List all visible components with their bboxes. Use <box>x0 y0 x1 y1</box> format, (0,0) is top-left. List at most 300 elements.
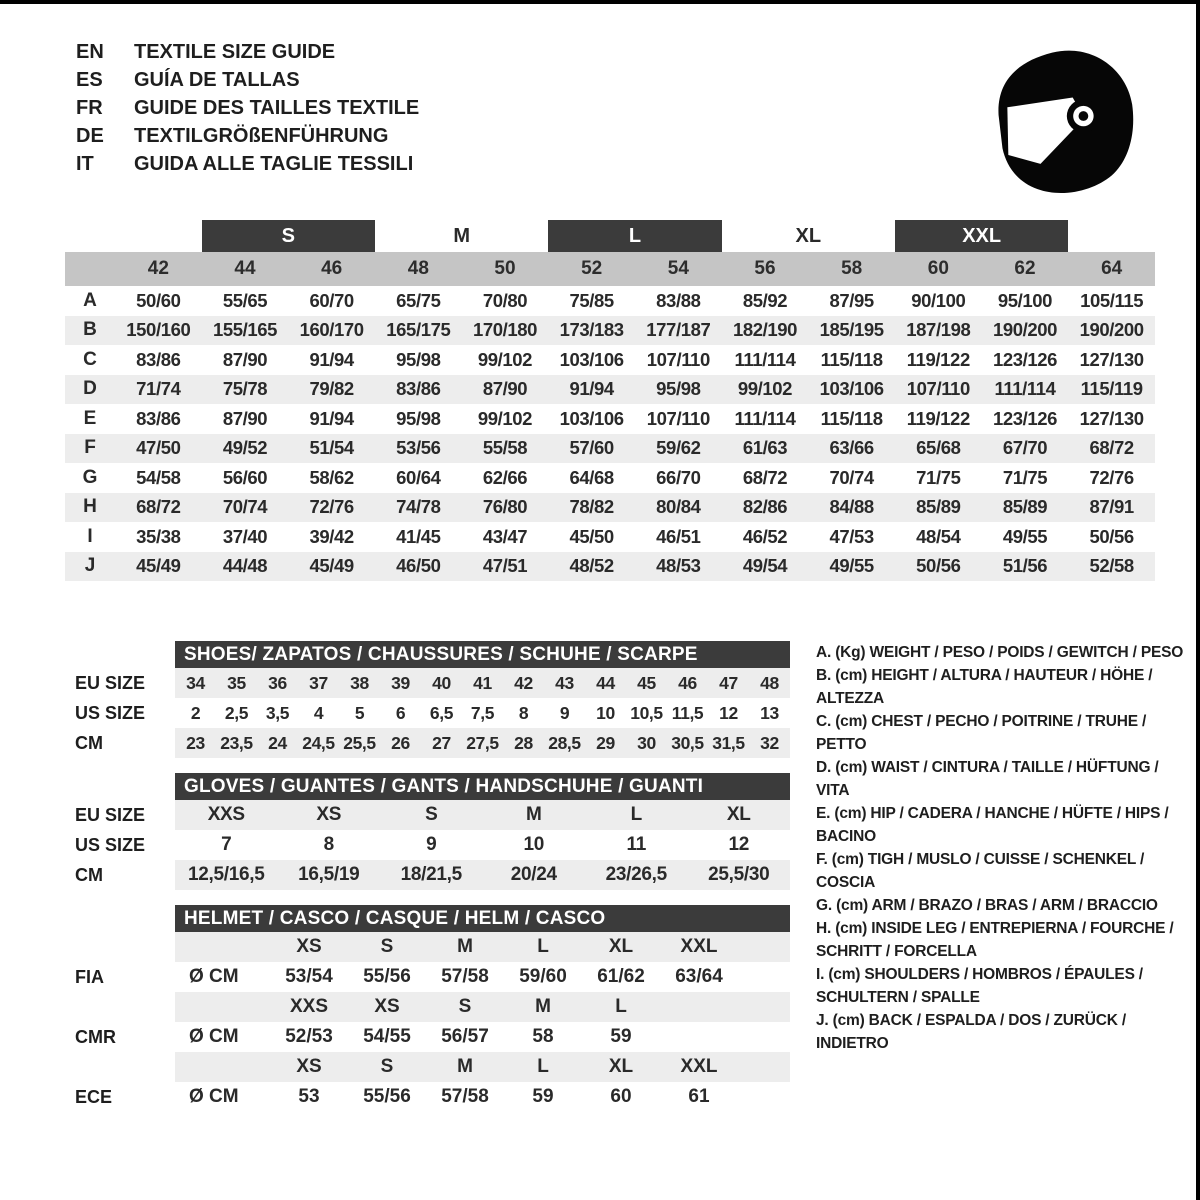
helmet-size-value-cell: 56/57 <box>441 1026 489 1047</box>
size-value-cell: 70/74 <box>829 466 874 488</box>
helmet-size-value-cell: 54/55 <box>363 1026 411 1047</box>
size-value-cell: 74/78 <box>396 496 441 518</box>
shoe-size-cell: 27,5 <box>466 732 499 753</box>
size-value-cell: 43/47 <box>482 525 528 547</box>
shoe-size-cell: 12 <box>719 702 738 723</box>
shoe-size-cell: 9 <box>559 702 570 723</box>
helmet-size-header-cell: XS <box>296 936 322 957</box>
size-value-cell: 85/89 <box>916 496 961 518</box>
size-value-cell: 52/58 <box>1089 555 1134 577</box>
helmet-size-header-cell: S <box>380 1056 394 1077</box>
gloves-rows <box>65 800 790 890</box>
size-value-cell: 87/90 <box>222 407 268 429</box>
legend-item: D. (cm) WAIST / CINTURA / TAILLE / HÜFTUNG / VITA <box>816 759 1159 799</box>
size-value-cell: 107/110 <box>646 407 710 429</box>
size-group-l: L <box>548 220 721 252</box>
row-label-spacer <box>65 992 175 1022</box>
size-value-cell: 50/60 <box>136 289 181 311</box>
size-value-cell: 63/66 <box>829 437 874 459</box>
size-value-cell: 115/118 <box>820 348 883 370</box>
size-value-cell: 91/94 <box>309 407 354 429</box>
helmet-rows <box>65 932 790 1112</box>
table-row-c <box>65 345 1155 375</box>
size-value-cell: 103/106 <box>559 348 624 370</box>
size-group-xl: XL <box>795 224 822 247</box>
row-label: EU SIZE <box>75 672 146 693</box>
size-value-cell: 55/65 <box>222 289 268 311</box>
helmet-size-header-cell <box>660 992 738 1022</box>
shoe-size-cell: 13 <box>760 702 779 723</box>
shoe-size-cell: 31,5 <box>712 732 745 753</box>
size-value-cell: 91/94 <box>309 348 354 370</box>
measurement-legend <box>790 641 1185 1127</box>
row-letter: H <box>83 496 97 518</box>
size-value-cell: 41/45 <box>396 525 441 547</box>
helmet-size-header-cell: L <box>537 936 549 957</box>
size-value-cell: 72/76 <box>1089 466 1134 488</box>
language-title: GUIDA ALLE TAGLIE TESSILI <box>134 153 414 175</box>
size-value-cell: 50/56 <box>916 555 961 577</box>
row-letter: B <box>83 319 97 341</box>
row-letter: C <box>83 348 97 370</box>
shoe-size-cell: 2 <box>190 702 201 723</box>
helmet-sizes-row-fia <box>65 932 790 962</box>
size-value-cell: 155/165 <box>212 319 278 341</box>
shoe-size-cell: 28,5 <box>548 732 581 753</box>
row-letter: J <box>84 555 96 577</box>
size-value-cell: 45/49 <box>136 555 181 577</box>
row-values-band <box>175 668 790 698</box>
language-title: GUÍA DE TALLAS <box>134 69 300 91</box>
helmet-size-header-cell: M <box>535 996 551 1017</box>
helmet-size-header-cell: L <box>615 996 627 1017</box>
helmet-size-value-cell: 61 <box>688 1086 710 1107</box>
helmet-sizes-band <box>175 1052 790 1082</box>
size-value-cell: 87/90 <box>482 378 528 400</box>
glove-size-cell: 7 <box>221 834 232 855</box>
size-value-cell: 111/114 <box>994 378 1056 400</box>
size-value-cell: 35/38 <box>136 525 181 547</box>
size-value-cell: 51/56 <box>1002 555 1048 577</box>
size-value-cell: 170/180 <box>472 319 538 341</box>
accessory-tables <box>65 641 790 1127</box>
size-value-cell: 173/183 <box>559 319 624 341</box>
helmet-size-header-cell: XXS <box>289 996 329 1017</box>
size-value-cell: 127/130 <box>1079 407 1144 429</box>
glove-size-cell: XXS <box>207 804 245 825</box>
helmet-title: HELMET / CASCO / CASQUE / HELM / CASCO <box>175 905 790 932</box>
language-code: EN <box>76 41 104 63</box>
size-value-cell: 45/50 <box>569 525 614 547</box>
size-value-cell: 45/49 <box>309 555 354 577</box>
number-band-spacer <box>65 252 115 286</box>
shoes-table <box>65 641 790 758</box>
size-value-cell: 177/187 <box>646 319 711 341</box>
language-code: DE <box>76 125 104 147</box>
glove-size-cell: M <box>525 804 542 825</box>
size-column-header: 42 <box>147 258 169 279</box>
textile-size-table <box>65 220 1155 581</box>
glove-size-cell: 9 <box>426 834 437 855</box>
size-value-cell: 95/98 <box>396 407 441 429</box>
helmet-size-value-cell: 55/56 <box>363 966 411 987</box>
helmet-size-value-cell: 59/60 <box>519 966 567 987</box>
size-value-cell: 49/54 <box>742 555 788 577</box>
size-value-cell: 55/58 <box>482 437 528 459</box>
size-value-cell: 70/80 <box>482 289 528 311</box>
glove-size-cell: 10 <box>523 834 545 855</box>
size-value-cell: 56/60 <box>222 466 268 488</box>
helmet-size-value-cell: 57/58 <box>441 1086 489 1107</box>
row-values-band <box>175 860 790 890</box>
helmet-size-value-cell: 55/56 <box>363 1086 411 1107</box>
size-value-cell: 150/160 <box>126 319 191 341</box>
helmet-sizes-band <box>175 992 790 1022</box>
size-value-cell: 76/80 <box>482 496 528 518</box>
legend-item: A. (Kg) WEIGHT / PESO / POIDS / GEWITCH / PESO <box>816 644 1184 661</box>
row-letter: A <box>83 289 97 311</box>
size-value-cell: 48/52 <box>569 555 614 577</box>
size-value-cell: 46/50 <box>396 555 441 577</box>
row-values-band <box>175 830 790 860</box>
size-column-header: 64 <box>1101 258 1123 279</box>
size-value-cell: 123/126 <box>992 348 1058 370</box>
language-title: TEXTILGRÖßENFÜHRUNG <box>134 125 389 147</box>
size-value-cell: 103/106 <box>819 378 884 400</box>
size-value-cell: 57/60 <box>569 437 614 459</box>
size-value-cell: 47/50 <box>136 437 181 459</box>
row-label: EU SIZE <box>75 804 146 825</box>
helmet-size-header-cell: XXL <box>680 936 718 957</box>
size-value-cell: 111/114 <box>734 348 796 370</box>
table-row-b <box>65 316 1155 346</box>
size-value-cell: 46/52 <box>742 525 788 547</box>
language-code: IT <box>76 153 94 175</box>
helmet-size-header-cell: M <box>457 1056 473 1077</box>
size-column-header: 50 <box>494 258 516 279</box>
helmet-values-band <box>175 1082 790 1112</box>
size-value-cell: 87/91 <box>1089 496 1134 518</box>
size-value-cell: 190/200 <box>1079 319 1144 341</box>
textile-size-rows <box>65 286 1155 581</box>
unit-label: Ø CM <box>189 1026 239 1047</box>
size-value-cell: 48/53 <box>656 555 701 577</box>
size-value-cell: 49/55 <box>829 555 874 577</box>
size-value-cell: 66/70 <box>656 466 701 488</box>
helmet-size-header-cell: S <box>458 996 472 1017</box>
glove-size-cell: XL <box>726 804 751 825</box>
size-value-cell: 187/198 <box>906 319 971 341</box>
size-value-cell: 107/110 <box>906 378 970 400</box>
glove-size-cell: 18/21,5 <box>400 864 462 885</box>
size-column-header: 60 <box>927 258 949 279</box>
standard-label: ECE <box>75 1086 113 1107</box>
size-value-cell: 48/54 <box>916 525 961 547</box>
shoe-size-cell: 28 <box>514 732 533 753</box>
legend-item: E. (cm) HIP / CADERA / HANCHE / HÜFTE / HIPS / BACINO <box>816 805 1169 845</box>
glove-size-cell: L <box>630 804 642 825</box>
size-value-cell: 87/95 <box>829 289 874 311</box>
row-letter: E <box>83 407 97 429</box>
row-label: US SIZE <box>75 702 146 723</box>
row-label-spacer <box>65 932 175 962</box>
table-row-f <box>65 434 1155 464</box>
table-row-h <box>65 493 1155 523</box>
size-value-cell: 103/106 <box>559 407 624 429</box>
size-value-cell: 123/126 <box>992 407 1058 429</box>
shoe-size-cell: 39 <box>391 672 410 693</box>
size-value-cell: 182/190 <box>732 319 798 341</box>
shoe-size-cell: 23,5 <box>220 732 253 753</box>
size-column-header: 58 <box>841 258 863 279</box>
helmet-values-band <box>175 1022 790 1052</box>
glove-size-cell: 23/26,5 <box>605 864 667 885</box>
shoe-size-cell: 46 <box>678 672 697 693</box>
size-value-cell: 127/130 <box>1079 348 1144 370</box>
row-label: US SIZE <box>75 834 146 855</box>
legend-item: J. (cm) BACK / ESPALDA / DOS / ZURÜCK / INDIETRO <box>816 1012 1126 1052</box>
unit-spacer <box>175 1052 270 1082</box>
row-letter: D <box>83 378 97 400</box>
size-value-cell: 99/102 <box>477 407 533 429</box>
helmet-icon <box>980 40 1140 196</box>
size-value-cell: 46/51 <box>656 525 701 547</box>
size-column-header: 44 <box>234 258 256 279</box>
table-row-g <box>65 463 1155 493</box>
size-value-cell: 68/72 <box>1089 437 1134 459</box>
legend-item: F. (cm) TIGH / MUSLO / CUISSE / SCHENKEL / COSCIA <box>816 851 1145 891</box>
helmet-size-value-cell: 52/53 <box>285 1026 333 1047</box>
helmet-size-value-cell: 59 <box>532 1086 554 1107</box>
size-value-cell: 190/200 <box>992 319 1058 341</box>
row-letter: F <box>84 437 96 459</box>
size-value-cell: 119/122 <box>906 407 970 429</box>
size-value-cell: 107/110 <box>646 348 710 370</box>
standard-label: FIA <box>75 966 104 987</box>
size-row-us-size <box>65 698 790 728</box>
size-value-cell: 87/90 <box>222 348 268 370</box>
helmet-size-value-cell: 58 <box>532 1026 554 1047</box>
row-letter: G <box>82 466 98 488</box>
size-value-cell: 105/115 <box>1080 289 1144 311</box>
shoe-size-cell: 41 <box>473 672 492 693</box>
size-number-band <box>65 252 1155 286</box>
size-value-cell: 95/100 <box>997 289 1053 311</box>
row-label-spacer <box>65 1052 175 1082</box>
size-value-cell: 95/98 <box>396 348 441 370</box>
size-row-eu-size <box>65 668 790 698</box>
shoe-size-cell: 29 <box>596 732 615 753</box>
shoe-size-cell: 24,5 <box>302 732 335 753</box>
size-value-cell: 85/92 <box>742 289 788 311</box>
size-value-cell: 61/63 <box>742 437 788 459</box>
row-values-band <box>175 728 790 758</box>
size-value-cell: 111/114 <box>734 407 796 429</box>
helmet-size-value-cell: 53/54 <box>285 966 333 987</box>
helmet-sizes-row-ece <box>65 1052 790 1082</box>
size-value-cell: 75/85 <box>569 289 614 311</box>
shoe-size-cell: 32 <box>760 732 779 753</box>
size-value-cell: 60/64 <box>396 466 441 488</box>
size-value-cell: 49/52 <box>222 437 268 459</box>
size-value-cell: 115/118 <box>820 407 883 429</box>
helmet-size-value-cell: 61/62 <box>597 966 645 987</box>
glove-size-cell: 11 <box>626 834 646 855</box>
size-row-cm <box>65 860 790 890</box>
size-row-cm <box>65 728 790 758</box>
size-value-cell: 71/75 <box>916 466 961 488</box>
legend-item: B. (cm) HEIGHT / ALTURA / HAUTEUR / HÖHE / ALTEZZA <box>816 667 1153 707</box>
shoe-size-cell: 6,5 <box>429 702 454 723</box>
helmet-values-row-fia <box>65 962 790 992</box>
helmet-values-row-ece <box>65 1082 790 1112</box>
glove-size-cell: 20/24 <box>510 864 557 885</box>
helmet-values-band <box>175 962 790 992</box>
row-label: CM <box>75 732 103 753</box>
size-value-cell: 83/86 <box>136 348 181 370</box>
glove-size-cell: 12,5/16,5 <box>187 864 265 885</box>
helmet-size-header-cell: XXL <box>680 1056 718 1077</box>
size-value-cell: 80/84 <box>656 496 701 518</box>
bottom-section <box>65 641 1185 1127</box>
size-row-us-size <box>65 830 790 860</box>
helmet-table <box>65 905 790 1112</box>
size-value-cell: 60/70 <box>309 289 354 311</box>
size-value-cell: 47/53 <box>829 525 874 547</box>
shoe-size-cell: 36 <box>268 672 287 693</box>
table-row-j <box>65 552 1155 582</box>
gloves-table <box>65 773 790 890</box>
size-value-cell: 62/66 <box>482 466 528 488</box>
table-row-d <box>65 375 1155 405</box>
size-value-cell: 44/48 <box>222 555 268 577</box>
size-value-cell: 90/100 <box>911 289 966 311</box>
size-row-eu-size <box>65 800 790 830</box>
shoe-size-cell: 47 <box>719 672 738 693</box>
size-value-cell: 51/54 <box>309 437 354 459</box>
size-value-cell: 71/74 <box>136 378 181 400</box>
size-value-cell: 83/86 <box>136 407 181 429</box>
shoe-size-cell: 42 <box>514 672 533 693</box>
shoe-size-cell: 5 <box>354 702 365 723</box>
size-group-xxl: XXL <box>895 220 1068 252</box>
size-column-header: 46 <box>321 258 343 279</box>
shoe-size-cell: 6 <box>395 702 406 723</box>
shoe-size-cell: 25,5 <box>343 732 376 753</box>
unit-label: Ø CM <box>189 1086 239 1107</box>
size-value-cell: 99/102 <box>477 348 533 370</box>
unit-spacer <box>175 992 270 1022</box>
shoe-size-cell: 38 <box>350 672 369 693</box>
size-column-header: 52 <box>581 258 603 279</box>
shoe-size-cell: 10,5 <box>630 702 663 723</box>
helmet-size-value-cell: 53 <box>298 1086 320 1107</box>
size-value-cell: 58/62 <box>309 466 354 488</box>
helmet-size-header-cell: M <box>457 936 473 957</box>
glove-size-cell: S <box>425 804 438 825</box>
helmet-size-header-cell: XS <box>296 1056 322 1077</box>
size-value-cell: 70/74 <box>222 496 268 518</box>
size-value-cell: 37/40 <box>222 525 268 547</box>
language-title: TEXTILE SIZE GUIDE <box>134 41 336 63</box>
size-value-cell: 160/170 <box>299 319 364 341</box>
shoes-title: SHOES/ ZAPATOS / CHAUSSURES / SCHUHE / SCARPE <box>175 641 790 668</box>
shoe-size-cell: 10 <box>596 702 615 723</box>
table-row-e <box>65 404 1155 434</box>
row-label: CM <box>75 864 103 885</box>
size-column-header: 62 <box>1014 258 1036 279</box>
size-value-cell: 53/56 <box>396 437 441 459</box>
shoe-size-cell: 30 <box>637 732 656 753</box>
helmet-size-header-cell: XS <box>374 996 400 1017</box>
unit-label: Ø CM <box>189 966 239 987</box>
size-value-cell: 39/42 <box>309 525 354 547</box>
size-value-cell: 67/70 <box>1002 437 1048 459</box>
helmet-sizes-band <box>175 932 790 962</box>
helmet-size-value-cell: 60 <box>610 1086 632 1107</box>
row-values-band <box>175 800 790 830</box>
size-value-cell: 83/86 <box>396 378 441 400</box>
size-value-cell: 78/82 <box>569 496 614 518</box>
shoe-size-cell: 23 <box>186 732 205 753</box>
shoes-rows <box>65 668 790 758</box>
shoe-size-cell: 4 <box>313 702 324 723</box>
legend-item: C. (cm) CHEST / PECHO / POITRINE / TRUHE / PETTO <box>816 713 1147 753</box>
helmet-size-value-cell: 57/58 <box>441 966 489 987</box>
size-value-cell: 71/75 <box>1002 466 1048 488</box>
size-value-cell: 85/89 <box>1002 496 1048 518</box>
shoe-size-cell: 24 <box>268 732 287 753</box>
size-value-cell: 64/68 <box>569 466 614 488</box>
size-value-cell: 65/75 <box>396 289 441 311</box>
shoe-size-cell: 26 <box>391 732 410 753</box>
glove-size-cell: XS <box>316 804 342 825</box>
size-value-cell: 165/175 <box>386 319 451 341</box>
helmet-size-value-cell <box>660 1022 738 1052</box>
language-code: FR <box>76 97 103 119</box>
shoe-size-cell: 8 <box>518 702 529 723</box>
helmet-size-header-cell: L <box>537 1056 549 1077</box>
size-value-cell: 115/119 <box>1080 378 1143 400</box>
helmet-size-header-cell: XL <box>608 1056 634 1077</box>
gloves-title: GLOVES / GUANTES / GANTS / HANDSCHUHE / GUANTI <box>175 773 790 800</box>
size-group-m: M <box>453 224 470 247</box>
shoe-size-cell: 40 <box>432 672 451 693</box>
size-value-cell: 49/55 <box>1002 525 1048 547</box>
shoe-size-cell: 7,5 <box>470 702 495 723</box>
glove-size-cell: 8 <box>323 834 334 855</box>
helmet-size-value-cell: 63/64 <box>675 966 723 987</box>
size-value-cell: 95/98 <box>656 378 701 400</box>
shoe-size-cell: 43 <box>555 672 574 693</box>
helmet-size-header-cell: XL <box>608 936 634 957</box>
size-value-cell: 119/122 <box>906 348 970 370</box>
helmet-values-row-cmr <box>65 1022 790 1052</box>
language-code: ES <box>76 69 103 91</box>
shoe-size-cell: 30,5 <box>671 732 704 753</box>
size-value-cell: 59/62 <box>656 437 701 459</box>
size-value-cell: 99/102 <box>737 378 793 400</box>
legend-item: G. (cm) ARM / BRAZO / BRAS / ARM / BRACCIO <box>816 897 1158 914</box>
shoe-size-cell: 11,5 <box>671 702 704 723</box>
shoe-size-cell: 44 <box>596 672 615 693</box>
shoe-size-cell: 3,5 <box>265 702 290 723</box>
language-title: GUIDE DES TAILLES TEXTILE <box>134 97 420 119</box>
shoe-size-cell: 2,5 <box>224 702 249 723</box>
size-value-cell: 83/88 <box>656 289 701 311</box>
shoe-size-cell: 48 <box>760 672 779 693</box>
size-value-cell: 68/72 <box>742 466 788 488</box>
